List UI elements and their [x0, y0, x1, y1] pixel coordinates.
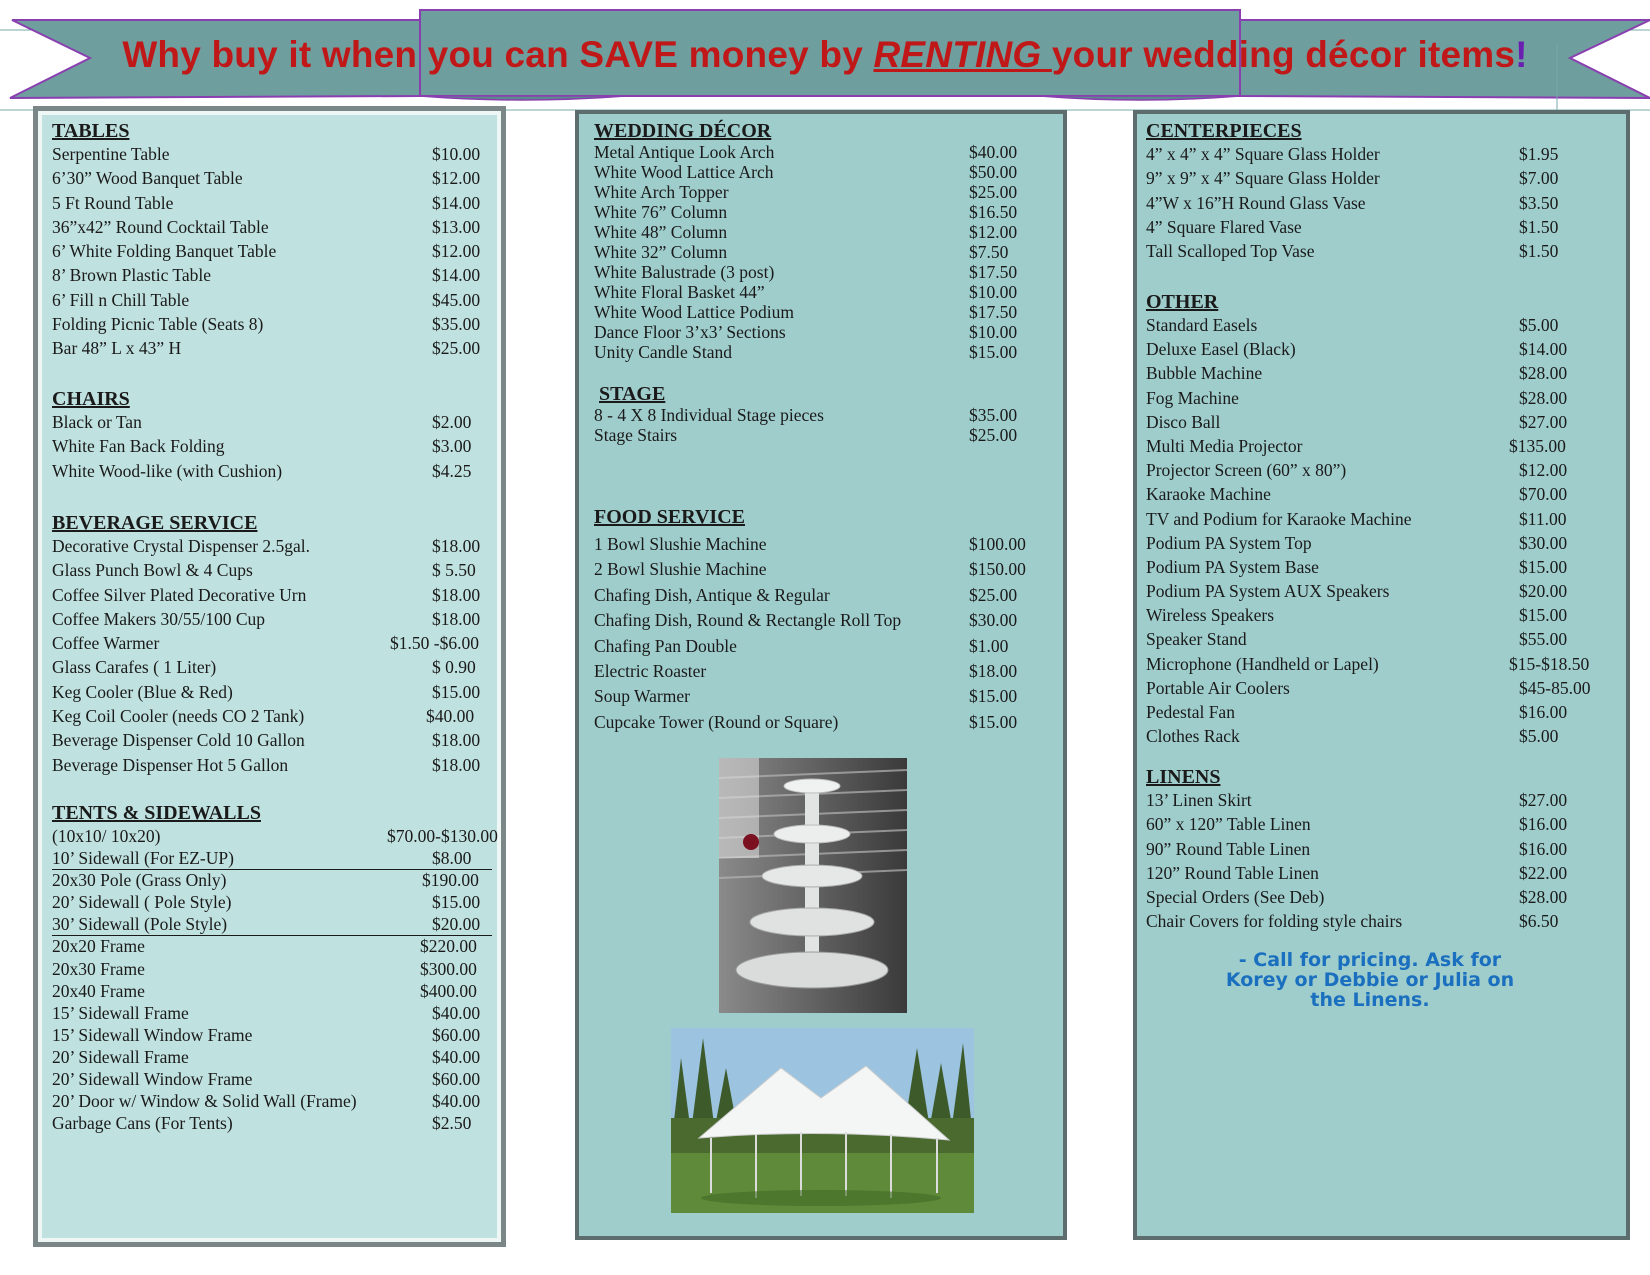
stage-item-price: $35.00 [969, 405, 1018, 425]
chairs-row [52, 436, 487, 460]
beverage-item-name: Decorative Crystal Dispenser 2.5gal. [52, 536, 311, 556]
other-row [1146, 460, 1606, 484]
other-row [1146, 533, 1606, 557]
beverage-row [52, 633, 487, 657]
decor-item-name: White Balustrade (3 post) [594, 262, 775, 282]
cupcake-tower-photo [719, 758, 907, 1013]
banner-title-renting: RENTING [873, 34, 1052, 75]
decor-item-name: Metal Antique Look Arch [594, 142, 775, 162]
other-item-price: $11.00 [1519, 508, 1567, 529]
beverage-item-price: $18.00 [432, 584, 481, 605]
linens-item-name: 60” x 120” Table Linen [1146, 814, 1311, 835]
note-line-3: the Linens. [1310, 989, 1430, 1011]
food-item-name: Soup Warmer [594, 686, 690, 707]
tents-item-name: 15’ Sidewall Window Frame [52, 1024, 253, 1045]
other-item-price: $55.00 [1519, 629, 1568, 650]
tents-row [52, 1003, 487, 1025]
other-item-name: TV and Podium for Karaoke Machine [1146, 508, 1412, 529]
other-row [1146, 315, 1606, 339]
linens-row [1146, 839, 1606, 863]
decor-item-price: $12.00 [969, 222, 1018, 242]
decor-item-name: White Arch Topper [594, 182, 729, 202]
decor-item-price: $17.50 [969, 302, 1018, 322]
other-item-price: $12.00 [1519, 460, 1568, 481]
other-item-name: Projector Screen (60” x 80”) [1146, 460, 1347, 481]
beverage-item-name: Coffee Makers 30/55/100 Cup [52, 608, 266, 629]
tables-item-name: 6’30” Wood Banquet Table [52, 168, 243, 189]
tents-row [52, 1069, 487, 1091]
decor-item-name: Unity Candle Stand [594, 342, 733, 362]
food-item-name: 1 Bowl Slushie Machine [594, 534, 767, 554]
decor-item-price: $50.00 [969, 162, 1018, 182]
centerpieces-item-name: 4” Square Flared Vase [1146, 216, 1302, 237]
decor-row [594, 142, 1034, 162]
tables-row [52, 290, 487, 314]
decor-item-price: $7.50 [969, 242, 1009, 262]
centerpieces-item-price: $7.00 [1519, 168, 1559, 189]
banner-title-exclamation: ! [1515, 34, 1528, 75]
food-item-name: Cupcake Tower (Round or Square) [594, 711, 839, 732]
centerpieces-title: CENTERPIECES [1146, 120, 1302, 142]
centerpieces-item-price: $3.50 [1519, 192, 1559, 213]
beverage-row [52, 536, 487, 560]
tables-item-price: $13.00 [432, 216, 481, 237]
linens-row [1146, 911, 1606, 935]
decor-title: WEDDING DÉCOR [594, 120, 772, 142]
tents-item-price: $400.00 [420, 980, 477, 1001]
centerpieces-section [1146, 118, 1606, 265]
note-line-2: Korey or Debbie or Julia on [1225, 969, 1515, 991]
stage-item-name: Stage Stairs [594, 425, 678, 445]
tables-item-price: $14.00 [432, 192, 481, 213]
centerpieces-row [1146, 168, 1606, 192]
food-row [594, 661, 1034, 686]
food-item-price: $150.00 [969, 559, 1026, 580]
linens-item-price: $6.50 [1519, 911, 1559, 932]
tents-item-name: 20’ Sidewall Frame [52, 1046, 189, 1067]
beverage-row [52, 706, 487, 730]
centerpieces-row [1146, 193, 1606, 217]
other-section [1146, 289, 1606, 750]
beverage-item-price: $ 0.90 [432, 657, 476, 678]
other-item-price: $28.00 [1519, 387, 1568, 408]
beverage-item-name: Keg Cooler (Blue & Red) [52, 681, 233, 702]
tables-item-price: $10.00 [432, 144, 481, 164]
other-item-name: Podium PA System AUX Speakers [1146, 581, 1390, 602]
tables-row [52, 217, 487, 241]
chairs-row [52, 461, 487, 485]
stage-title: STAGE [599, 383, 666, 405]
chairs-section [52, 386, 487, 485]
tents-item-name: 20x20 Frame [52, 936, 145, 957]
chairs-row [52, 412, 487, 436]
decor-item-name: White 32” Column [594, 242, 728, 262]
beverage-item-price: $40.00 [426, 706, 475, 727]
tents-row [52, 936, 487, 958]
food-item-price: $25.00 [969, 584, 1018, 605]
linens-item-name: Chair Covers for folding style chairs [1146, 911, 1403, 932]
beverage-item-price: $18.00 [432, 754, 481, 775]
decor-item-price: $16.50 [969, 202, 1018, 222]
food-item-price: $15.00 [969, 711, 1018, 732]
centerpieces-item-price: $1.95 [1519, 144, 1559, 164]
beverage-item-price: $18.00 [432, 536, 481, 556]
beverage-row [52, 609, 487, 633]
tables-item-name: 6’ Fill n Chill Table [52, 289, 190, 310]
tables-item-name: 36”x42” Round Cocktail Table [52, 216, 269, 237]
centerpieces-item-name: 4”W x 16”H Round Glass Vase [1146, 192, 1366, 213]
tables-item-price: $12.00 [432, 168, 481, 189]
beverage-row [52, 585, 487, 609]
chairs-item-price: $3.00 [432, 436, 472, 457]
tables-item-name: Bar 48” L x 43” H [52, 338, 182, 359]
centerpieces-item-price: $1.50 [1519, 216, 1559, 237]
linens-row [1146, 863, 1606, 887]
tables-item-price: $35.00 [432, 314, 481, 335]
other-item-name: Speaker Stand [1146, 629, 1247, 650]
tents-row [52, 848, 492, 870]
tents-item-name: 30’ Sidewall (Pole Style) [52, 914, 228, 935]
other-item-price: $70.00 [1519, 484, 1568, 505]
tents-item-price: $190.00 [422, 870, 479, 891]
food-item-name: Chafing Pan Double [594, 635, 737, 656]
linens-item-price: $28.00 [1519, 887, 1568, 908]
other-item-price: $28.00 [1519, 363, 1568, 384]
other-item-name: Multi Media Projector [1146, 435, 1303, 456]
decor-row [594, 302, 1034, 322]
other-item-price: $15.00 [1519, 605, 1568, 626]
tents-item-price: $20.00 [432, 914, 481, 935]
tents-item-price: $40.00 [432, 1002, 481, 1023]
other-item-price: $20.00 [1519, 581, 1568, 602]
decor-item-name: White Floral Basket 44” [594, 282, 765, 302]
chairs-item-name: White Fan Back Folding [52, 436, 225, 457]
stage-item-name: 8 - 4 X 8 Individual Stage pieces [594, 405, 824, 425]
tents-item-name: 10’ Sidewall (For EZ-UP) [52, 848, 234, 869]
tables-row [52, 265, 487, 289]
tents-row [52, 1091, 487, 1113]
tents-item-price: $300.00 [420, 958, 477, 979]
tents-item-name: 20x40 Frame [52, 980, 145, 1001]
beverage-item-price: $ 5.50 [432, 560, 476, 581]
decor-row [594, 222, 1034, 242]
linens-item-name: Special Orders (See Deb) [1146, 887, 1325, 908]
beverage-item-name: Glass Carafes ( 1 Liter) [52, 657, 217, 678]
tables-item-name: 5 Ft Round Table [52, 192, 174, 213]
tents-item-name: 20’ Sidewall Window Frame [52, 1069, 253, 1090]
food-row [594, 636, 1034, 661]
beverage-item-name: Glass Punch Bowl & 4 Cups [52, 560, 253, 581]
other-row [1146, 509, 1606, 533]
centerpieces-item-price: $1.50 [1519, 241, 1559, 262]
centerpieces-item-name: 4” x 4” x 4” Square Glass Holder [1146, 144, 1380, 164]
centerpieces-row [1146, 241, 1606, 265]
tents-item-name: 20x30 Pole (Grass Only) [52, 870, 227, 891]
other-item-price: $135.00 [1509, 435, 1566, 456]
other-row [1146, 484, 1606, 508]
other-item-price: $15.00 [1519, 556, 1568, 577]
tents-title: TENTS & SIDEWALLS [52, 802, 261, 824]
food-item-price: $100.00 [969, 534, 1026, 554]
tents-item-price: $40.00 [432, 1046, 481, 1067]
tents-row [52, 914, 492, 936]
tables-item-name: Folding Picnic Table (Seats 8) [52, 314, 264, 335]
linens-item-price: $22.00 [1519, 862, 1568, 883]
food-row [594, 610, 1034, 635]
beverage-item-name: Coffee Warmer [52, 633, 160, 654]
banner-title-part1: Why buy it when you can SAVE money by [122, 34, 874, 75]
chairs-item-price: $2.00 [432, 412, 472, 432]
tables-item-name: 6’ White Folding Banquet Table [52, 241, 277, 262]
chairs-title: CHAIRS [52, 388, 130, 410]
other-item-price: $45-85.00 [1519, 677, 1591, 698]
tents-row [52, 1047, 487, 1069]
other-item-name: Podium PA System Base [1146, 556, 1319, 577]
food-item-price: $18.00 [969, 660, 1018, 681]
tents-item-price: $60.00 [432, 1024, 481, 1045]
stage-item-price: $25.00 [969, 425, 1018, 445]
tables-item-price: $12.00 [432, 241, 481, 262]
note-line-1: - Call for pricing. Ask for [1238, 949, 1502, 971]
tents-item-price: $40.00 [432, 1091, 481, 1112]
decor-row [594, 262, 1034, 282]
tables-item-name: 8’ Brown Plastic Table [52, 265, 212, 286]
other-row [1146, 654, 1606, 678]
beverage-section [52, 510, 487, 779]
decor-row [594, 242, 1034, 262]
other-row [1146, 388, 1606, 412]
banner-title [0, 34, 1650, 76]
decor-row [594, 202, 1034, 222]
tents-item-price: $15.00 [432, 892, 481, 913]
centerpieces-item-name: Tall Scalloped Top Vase [1146, 241, 1315, 262]
tables-item-price: $45.00 [432, 289, 481, 310]
tents-item-price: $70.00-$130.00 [387, 826, 498, 846]
food-service-section [594, 504, 1034, 737]
food-item-name: Electric Roaster [594, 660, 707, 681]
beverage-item-name: Beverage Dispenser Cold 10 Gallon [52, 730, 305, 751]
other-item-name: Wireless Speakers [1146, 605, 1275, 626]
other-item-price: $5.00 [1519, 726, 1559, 747]
linens-section [1146, 764, 1606, 936]
other-item-name: Pedestal Fan [1146, 702, 1235, 722]
tents-row [52, 981, 487, 1003]
beverage-item-name: Coffee Silver Plated Decorative Urn [52, 584, 307, 605]
other-item-price: $27.00 [1519, 411, 1568, 432]
other-item-name: Portable Air Coolers [1146, 677, 1290, 698]
decor-item-name: Dance Floor 3’x3’ Sections [594, 322, 786, 342]
beverage-item-price: $15.00 [432, 681, 481, 702]
tables-row [52, 168, 487, 192]
tables-section [52, 118, 487, 363]
decor-item-name: White 76” Column [594, 202, 728, 222]
other-title: OTHER [1146, 291, 1219, 313]
beverage-item-name: Beverage Dispenser Hot 5 Gallon [52, 754, 289, 775]
centerpieces-row [1146, 144, 1606, 168]
tents-item-name: 20’ Door w/ Window & Solid Wall (Frame) [52, 1091, 357, 1112]
tables-row [52, 314, 487, 338]
food-row [594, 585, 1034, 610]
linens-row [1146, 790, 1606, 814]
other-item-name: Karaoke Machine [1146, 484, 1271, 505]
other-item-name: Deluxe Easel (Black) [1146, 339, 1296, 360]
tents-row [52, 1025, 487, 1047]
beverage-row [52, 657, 487, 681]
chairs-item-name: White Wood-like (with Cushion) [52, 460, 283, 481]
other-row [1146, 412, 1606, 436]
stage-row [594, 425, 1034, 445]
tents-item-name: 15’ Sidewall Frame [52, 1002, 189, 1023]
centerpieces-row [1146, 217, 1606, 241]
decor-item-price: $17.50 [969, 262, 1018, 282]
tents-row [52, 1113, 487, 1135]
decor-row [594, 322, 1034, 342]
beverage-item-price: $1.50 -$6.00 [390, 633, 479, 654]
other-item-name: Microphone (Handheld or Lapel) [1146, 653, 1379, 674]
decor-item-price: $40.00 [969, 142, 1018, 162]
beverage-title: BEVERAGE SERVICE [52, 512, 258, 534]
tables-item-name: Serpentine Table [52, 144, 170, 164]
tables-row [52, 241, 487, 265]
food-item-name: Chafing Dish, Antique & Regular [594, 584, 830, 605]
other-item-price: $30.00 [1519, 532, 1568, 553]
other-item-price: $14.00 [1519, 339, 1568, 360]
chairs-item-price: $4.25 [432, 460, 472, 481]
linens-title: LINENS [1146, 766, 1221, 788]
linens-item-price: $16.00 [1519, 838, 1568, 859]
food-item-price: $1.00 [969, 635, 1009, 656]
tents-item-price: $2.50 [432, 1113, 472, 1134]
tents-item-name: (10x10/ 10x20) [52, 826, 161, 846]
other-row [1146, 702, 1606, 726]
beverage-row [52, 730, 487, 754]
food-row [594, 559, 1034, 584]
decor-row [594, 162, 1034, 182]
other-item-price: $16.00 [1519, 702, 1568, 722]
food-item-name: Chafing Dish, Round & Rectangle Roll Top [594, 610, 902, 631]
beverage-item-price: $18.00 [432, 730, 481, 751]
tents-item-name: Garbage Cans (For Tents) [52, 1113, 233, 1134]
centerpieces-item-name: 9” x 9” x 4” Square Glass Holder [1146, 168, 1380, 189]
linens-item-name: 13’ Linen Skirt [1146, 790, 1252, 810]
decor-item-price: $10.00 [969, 322, 1018, 342]
tents-section [52, 800, 498, 1135]
other-row [1146, 629, 1606, 653]
tables-title: TABLES [52, 120, 130, 142]
other-item-price: $15-$18.50 [1509, 653, 1590, 674]
other-item-name: Fog Machine [1146, 387, 1239, 408]
tents-row [52, 870, 487, 892]
beverage-item-name: Keg Coil Cooler (needs CO 2 Tank) [52, 706, 305, 727]
tables-row [52, 193, 487, 217]
decor-row [594, 282, 1034, 302]
tents-item-price: $8.00 [432, 848, 472, 869]
tables-item-price: $14.00 [432, 265, 481, 286]
food-row [594, 534, 1034, 559]
other-row [1146, 557, 1606, 581]
chairs-item-name: Black or Tan [52, 412, 142, 432]
linens-item-price: $16.00 [1519, 814, 1568, 835]
linens-pricing-note [1210, 950, 1530, 1010]
decor-item-name: White 48” Column [594, 222, 728, 242]
decor-item-price: $15.00 [969, 342, 1018, 362]
tents-item-name: 20x30 Frame [52, 958, 145, 979]
food-row [594, 712, 1034, 737]
other-row [1146, 339, 1606, 363]
other-row [1146, 605, 1606, 629]
decor-item-price: $25.00 [969, 182, 1018, 202]
tents-row [52, 959, 487, 981]
other-item-name: Disco Ball [1146, 411, 1221, 432]
other-row [1146, 678, 1606, 702]
decor-item-price: $10.00 [969, 282, 1018, 302]
food-row [594, 686, 1034, 711]
tables-row [52, 144, 487, 168]
decor-row [594, 182, 1034, 202]
linens-item-name: 120” Round Table Linen [1146, 862, 1319, 883]
banner-title-part3: your wedding décor items [1051, 34, 1516, 75]
other-row [1146, 726, 1606, 750]
linens-row [1146, 887, 1606, 911]
other-item-name: Standard Easels [1146, 315, 1258, 335]
beverage-row [52, 560, 487, 584]
tents-item-price: $220.00 [420, 936, 477, 957]
stage-row [594, 405, 1034, 425]
decor-item-name: White Wood Lattice Arch [594, 162, 774, 182]
decor-row [594, 342, 1034, 362]
beverage-row [52, 755, 487, 779]
food-item-price: $15.00 [969, 686, 1018, 707]
other-item-price: $5.00 [1519, 315, 1559, 335]
beverage-item-price: $18.00 [432, 608, 481, 629]
other-item-name: Clothes Rack [1146, 726, 1240, 747]
tents-item-price: $60.00 [432, 1069, 481, 1090]
tent-photo [671, 1028, 974, 1213]
wedding-decor-section [594, 118, 1034, 362]
stage-section [594, 381, 1034, 445]
tables-row [52, 338, 487, 362]
linens-row [1146, 814, 1606, 838]
tents-row [52, 826, 498, 848]
tents-row [52, 892, 487, 914]
linens-item-name: 90” Round Table Linen [1146, 838, 1311, 859]
food-title: FOOD SERVICE [594, 506, 745, 528]
other-row [1146, 363, 1606, 387]
tables-item-price: $25.00 [432, 338, 481, 359]
food-item-price: $30.00 [969, 610, 1018, 631]
header-banner [0, 0, 1650, 112]
linens-item-price: $27.00 [1519, 790, 1568, 810]
other-item-name: Bubble Machine [1146, 363, 1263, 384]
decor-item-name: White Wood Lattice Podium [594, 302, 794, 322]
beverage-row [52, 682, 487, 706]
other-row [1146, 581, 1606, 605]
food-item-name: 2 Bowl Slushie Machine [594, 559, 767, 580]
other-row [1146, 436, 1606, 460]
other-item-name: Podium PA System Top [1146, 532, 1312, 553]
tents-item-name: 20’ Sidewall ( Pole Style) [52, 892, 232, 913]
